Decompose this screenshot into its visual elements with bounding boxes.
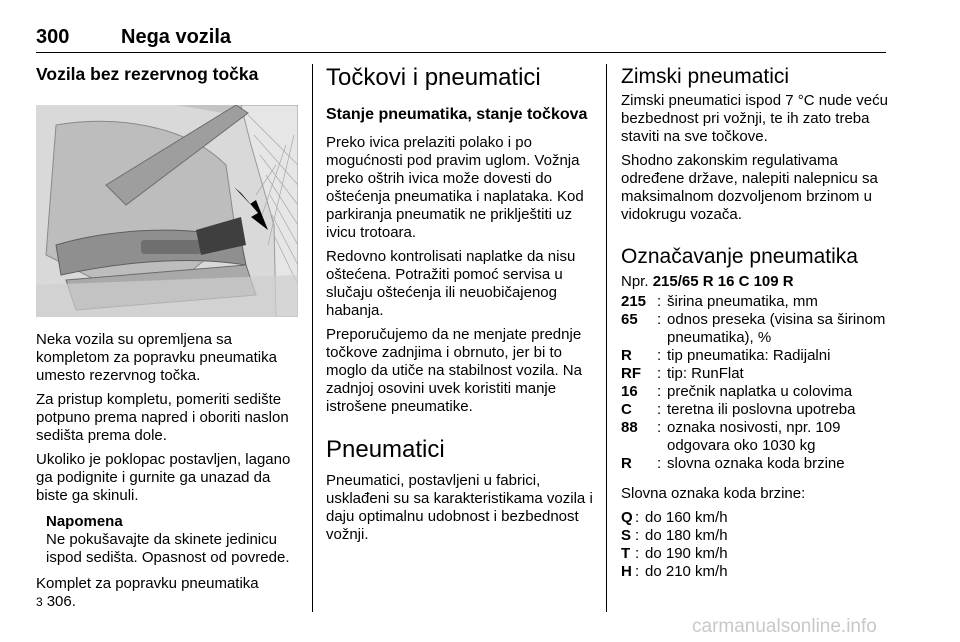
code-separator: :: [635, 545, 640, 562]
example-prefix: Npr.: [621, 273, 649, 290]
code-label: 65: [621, 311, 638, 328]
para-winter-1: Zimski pneumatici ispod 7 °C nude veću bezbednost pri vožnji, te ih zato treba staviti na sve točkove.: [621, 92, 888, 145]
para-rotation: Preporučujemo da ne menjate prednje točkove zadnjima i obrnuto, jer bi to moglo da utiče na stabilnost vozila. Na zadnjoj osovini uvek koristiti manje istrošene pneumatike.: [326, 326, 582, 415]
code-label: RF: [621, 365, 641, 382]
marking-code-row: [621, 365, 889, 383]
code-description: oznaka nosivosti, npr. 109 odgovara oko 1030 kg: [667, 419, 841, 454]
marking-code-row: [621, 383, 889, 401]
para-inspect-rims: Redovno kontrolisati naplatke da nisu oštećena. Potražiti pomoć servisa u slučaju oštećenja ili neuobičajenog habanja.: [326, 248, 576, 319]
speed-intro: Slovna oznaka koda brzine:: [621, 485, 806, 502]
code-label: 215: [621, 293, 647, 310]
code-description: do 190 km/h: [645, 545, 728, 562]
marking-code-row: [621, 347, 889, 365]
cross-reference-link[interactable]: 306.: [46, 593, 76, 610]
code-label: R: [621, 455, 632, 472]
marking-code-row: [621, 401, 889, 419]
column-right: [621, 64, 889, 581]
note-box: [46, 513, 298, 567]
kit-reference-label: Komplet za popravku pneumatika: [36, 575, 259, 592]
marking-code-list: [621, 293, 889, 473]
code-label: C: [621, 401, 632, 418]
para-factory-tyres: Pneumatici, postavljeni u fabrici, usklađeni su sa karakteristikama vozila i daju optimalnu udobnost i bezbednost vožnji.: [326, 472, 593, 543]
code-separator: :: [635, 527, 640, 544]
section-title: Nega vozila: [121, 26, 232, 48]
code-description: teretna ili poslovna upotreba: [667, 401, 856, 418]
para-access: Za pristup kompletu, pomeriti sedište potpuno prema napred i oboriti naslon sedišta prema dole.: [36, 391, 289, 444]
example-code: 215/65 R 16 C 109 R: [652, 273, 794, 290]
speed-code-row: [621, 545, 889, 563]
code-description: širina pneumatika, mm: [667, 293, 818, 310]
tyres-heading: Pneumatici: [326, 436, 445, 463]
para-kit-reference: [36, 575, 298, 611]
code-separator: :: [657, 347, 662, 364]
code-separator: :: [657, 455, 662, 472]
code-label: T: [621, 545, 631, 562]
code-label: H: [621, 563, 632, 580]
code-description: do 210 km/h: [645, 563, 728, 580]
speed-code-row: [621, 509, 889, 527]
code-label: 16: [621, 383, 638, 400]
tyre-marking-heading: Označavanje pneumatika: [621, 245, 858, 268]
note-title: Napomena: [46, 513, 123, 530]
marking-code-row: [621, 455, 889, 473]
tyre-condition-heading: Stanje pneumatika, stanje točkova: [326, 106, 588, 123]
code-separator: :: [657, 365, 662, 382]
para-cover: Ukoliko je poklopac postavljen, lagano ga podignite i gurnite ga unazad da biste ga skinuli.: [36, 451, 291, 504]
seat-illustration-svg: [36, 105, 298, 317]
marking-code-row: [621, 419, 889, 455]
marking-code-row: [621, 311, 889, 347]
code-description: prečnik naplatka u colovima: [667, 383, 853, 400]
cross-reference-icon: 3: [36, 595, 43, 609]
code-label: R: [621, 347, 632, 364]
code-description: tip: RunFlat: [667, 365, 744, 382]
code-label: S: [621, 527, 632, 544]
watermark: carmanualsonline.info: [692, 616, 877, 637]
page-number: 300: [36, 26, 70, 48]
page-header: [36, 26, 886, 53]
code-separator: :: [657, 419, 662, 436]
code-separator: :: [635, 563, 640, 580]
para-kerbs: Preko ivica prelaziti polako i po mogućnosti pod pravim uglom. Vožnja preko oštrih ivica može dovesti do oštećenja pneumatika i naplataka. Kod parkiranja pneumatik ne priklještiti uz ivicu trotoara.: [326, 134, 584, 241]
code-description: slovna oznaka koda brzine: [667, 455, 845, 472]
para-winter-2: Shodno zakonskim regulativama određene države, nalepiti nalepnicu sa maksimalnom dozvoljenom brzinom u vidokrugu vozača.: [621, 152, 878, 223]
column-divider-2: [606, 64, 607, 612]
code-separator: :: [635, 509, 640, 526]
code-separator: :: [657, 383, 662, 400]
speed-code-row: [621, 563, 889, 581]
code-description: do 180 km/h: [645, 527, 728, 544]
column-divider-1: [312, 64, 313, 612]
note-text: Ne pokušavajte da skinete jedinicu ispod sedišta. Opasnost od povrede.: [46, 531, 290, 566]
marking-code-row: [621, 293, 889, 311]
code-description: odnos preseka (visina sa širinom pneumatika), %: [667, 311, 886, 346]
code-separator: :: [657, 293, 662, 310]
wheels-tyres-title: Točkovi i pneumatici: [326, 64, 541, 91]
heading-no-spare: Vozila bez rezervnog točka: [36, 64, 259, 84]
code-label: 88: [621, 419, 638, 436]
code-label: Q: [621, 509, 633, 526]
speed-code-list: [621, 509, 889, 581]
column-left: [36, 64, 298, 617]
code-separator: :: [657, 401, 662, 418]
winter-tyres-heading: Zimski pneumatici: [621, 65, 790, 88]
code-separator: :: [657, 311, 662, 328]
para-kit-intro: Neka vozila su opremljena sa kompletom za popravku pneumatika umesto rezervnog točka.: [36, 331, 277, 384]
code-description: tip pneumatika: Radijalni: [667, 347, 831, 364]
code-description: do 160 km/h: [645, 509, 728, 526]
marking-example: [621, 273, 889, 291]
speed-code-row: [621, 527, 889, 545]
column-middle: [326, 64, 596, 550]
seat-illustration: [36, 105, 298, 317]
